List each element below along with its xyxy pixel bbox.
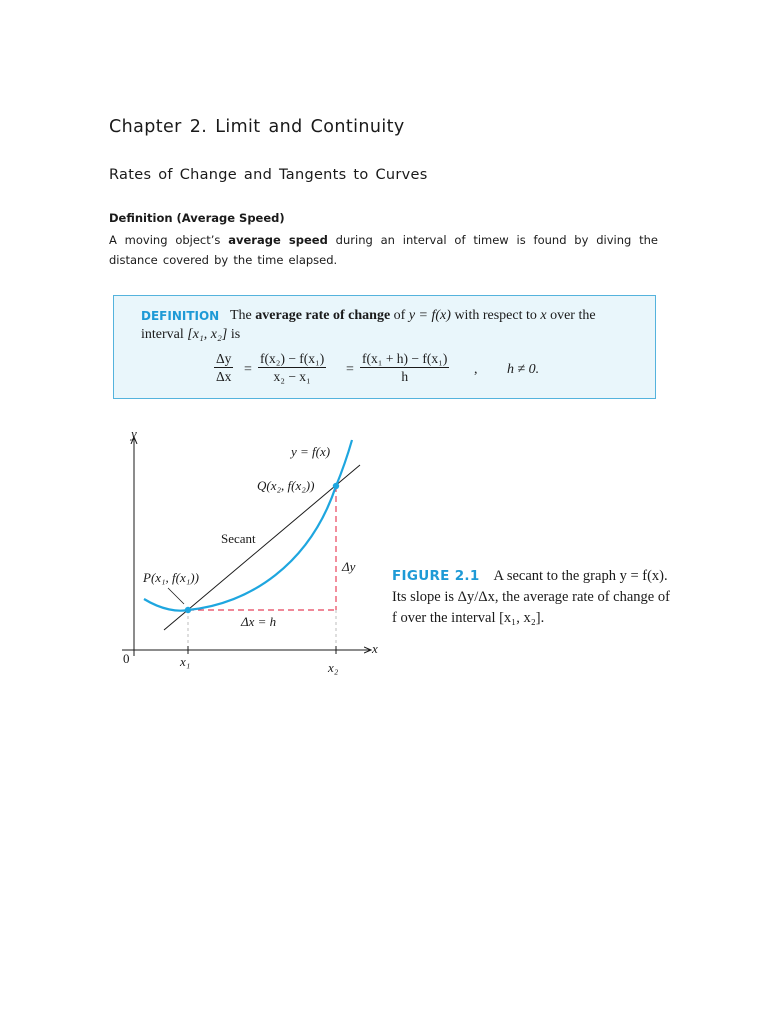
fraction-increment bbox=[360, 350, 449, 385]
box-intro-wrt: with respect to bbox=[450, 308, 541, 323]
equals-sign-2: = bbox=[346, 362, 354, 377]
definition-box-label: DEFINITION bbox=[141, 309, 220, 323]
box-line2-prefix: interval bbox=[141, 327, 188, 342]
fraction-comma: , bbox=[474, 362, 478, 377]
fraction-delta bbox=[214, 350, 233, 385]
point-q bbox=[333, 483, 339, 489]
point-q-label: Q(x₂, f(x₂)) bbox=[257, 478, 315, 493]
definition-text-bold: average speed bbox=[228, 233, 328, 247]
fraction-delta-numerator: Δy bbox=[216, 351, 232, 366]
definition-paragraph bbox=[109, 230, 658, 270]
curve-label: y = f(x) bbox=[291, 444, 331, 459]
section-title: Rates of Change and Tangents to Curves bbox=[109, 167, 428, 183]
figure-caption bbox=[392, 566, 672, 629]
delta-y-label: Δy bbox=[342, 559, 356, 574]
box-intro-expr: y = f(x) bbox=[408, 308, 451, 323]
secant-figure bbox=[110, 424, 385, 676]
fraction-delta-denominator: Δx bbox=[216, 369, 232, 384]
point-p-label: P(x₁, f(x₁)) bbox=[143, 570, 199, 585]
box-line2-suffix: is bbox=[227, 327, 241, 342]
box-intro-x: x bbox=[540, 308, 547, 323]
fraction-increment-denominator: h bbox=[401, 369, 409, 384]
secant-label: Secant bbox=[221, 531, 256, 546]
box-intro-of: of bbox=[390, 308, 409, 323]
figure-caption-text: A secant to the graph y = f(x). Its slope is Δy/Δx, the average rate of change of f over the interval [x₁, x₂]. bbox=[392, 568, 670, 626]
fraction-difference-numerator: f(x₂) − f(x₁) bbox=[260, 351, 325, 366]
fraction-difference bbox=[258, 350, 326, 385]
y-axis-label: y bbox=[131, 426, 137, 441]
definition-text-before: A moving object’s bbox=[109, 233, 229, 247]
definition-box bbox=[113, 295, 656, 399]
point-p-leader bbox=[168, 588, 184, 604]
fraction-difference-denominator: x₂ − x₁ bbox=[273, 369, 311, 384]
point-p bbox=[185, 607, 191, 613]
origin-label: 0 bbox=[123, 651, 130, 666]
definition-box-line1 bbox=[230, 308, 596, 324]
box-intro-bold: average rate of change bbox=[255, 308, 391, 323]
condition-h-not-zero: h ≠ 0. bbox=[507, 362, 540, 377]
chapter-title: Chapter 2. Limit and Continuity bbox=[109, 117, 405, 137]
box-intro-over: over the bbox=[546, 308, 596, 323]
figure-caption-label: FIGURE 2.1 bbox=[392, 568, 480, 584]
x1-label: x₁ bbox=[180, 654, 191, 669]
fraction-increment-numerator: f(x₁ + h) − f(x₁) bbox=[362, 351, 448, 366]
x2-label: x₂ bbox=[328, 660, 339, 675]
function-curve bbox=[144, 440, 352, 611]
box-line2-interval: [x₁, x₂] bbox=[187, 327, 228, 342]
box-intro-the: The bbox=[230, 308, 256, 323]
equals-sign-1: = bbox=[244, 362, 252, 377]
definition-text-after: during an interval of timew is found by diving the distance covered by the time elapsed. bbox=[109, 233, 659, 267]
x-axis-label: x bbox=[372, 641, 378, 656]
definition-heading: Definition (Average Speed) bbox=[109, 211, 285, 225]
delta-x-label: Δx = h bbox=[241, 614, 277, 629]
definition-box-line2 bbox=[141, 327, 240, 343]
